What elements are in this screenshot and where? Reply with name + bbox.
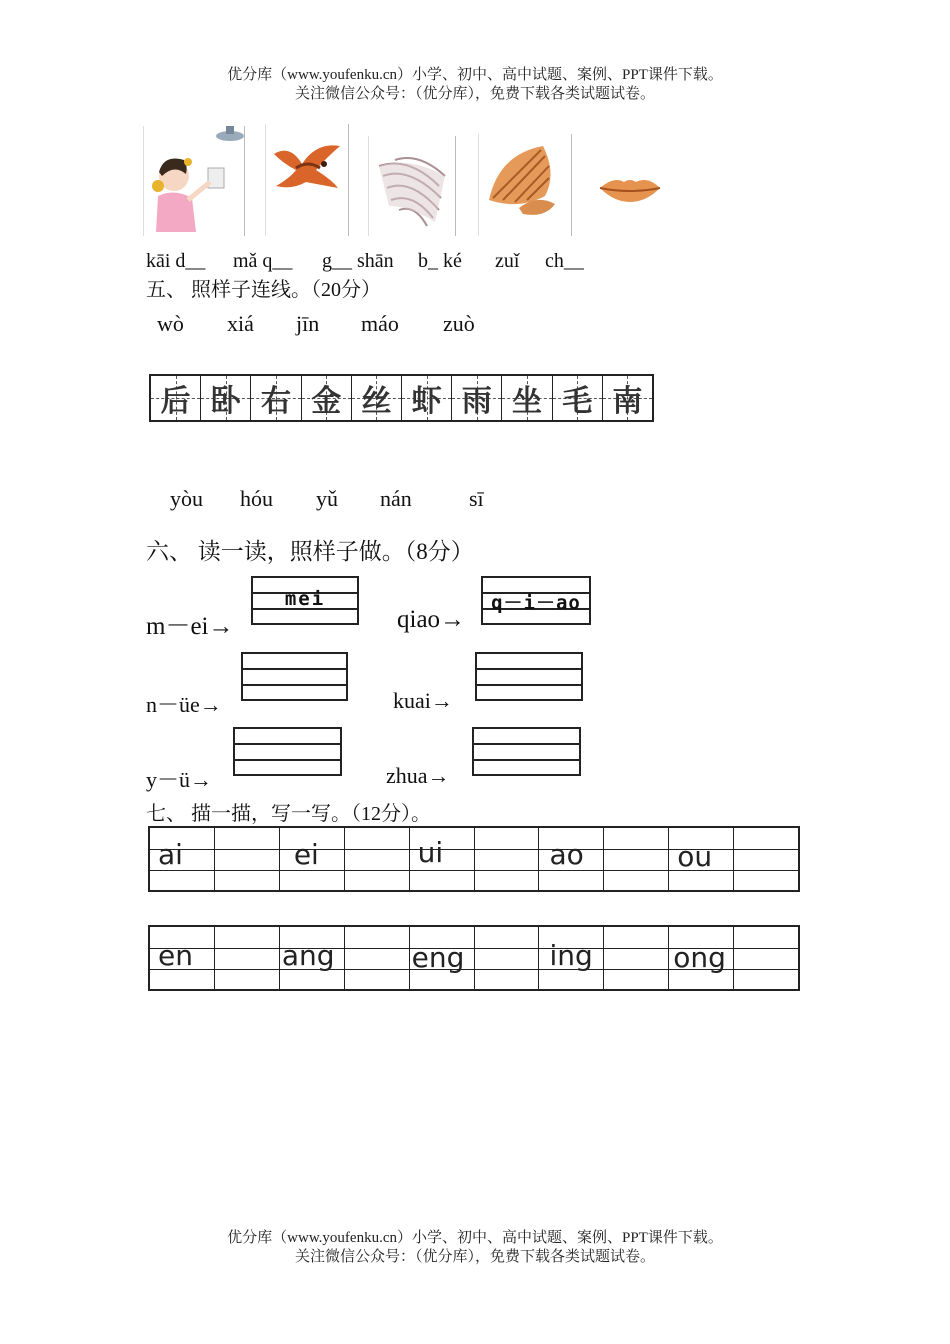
answer-text: q－i－ao bbox=[491, 592, 581, 614]
pinyin-sample: en bbox=[158, 939, 193, 972]
spelling-prompt: kuai→ bbox=[393, 688, 453, 713]
pinyin-sample: ai bbox=[158, 838, 183, 871]
char-cell[interactable]: 毛 bbox=[553, 376, 603, 420]
lips-icon bbox=[596, 140, 664, 236]
pinyin-item: sī bbox=[469, 486, 484, 511]
char-cell[interactable]: 雨 bbox=[452, 376, 502, 420]
writing-cell[interactable] bbox=[475, 927, 540, 989]
writing-cell[interactable] bbox=[475, 828, 540, 890]
char-cell[interactable]: 丝 bbox=[352, 376, 402, 420]
fill-item: kāi d__ bbox=[146, 250, 206, 272]
writing-cell[interactable] bbox=[410, 828, 475, 890]
spelling-prompt: n－üe→ bbox=[146, 692, 222, 717]
char-cell[interactable]: 后 bbox=[151, 376, 201, 420]
pinyin-item: máo bbox=[361, 311, 399, 336]
shell-icon bbox=[478, 134, 572, 236]
fill-item: zuǐ bbox=[495, 250, 520, 272]
fill-item: g__ shān bbox=[322, 250, 394, 272]
pinyin-item: yǔ bbox=[316, 486, 338, 511]
pinyin-sample: ui bbox=[417, 836, 444, 869]
writing-cell[interactable] bbox=[215, 828, 280, 890]
writing-cell[interactable] bbox=[280, 927, 345, 989]
writing-cell[interactable] bbox=[604, 828, 669, 890]
pinyin-sample: ou bbox=[677, 840, 713, 873]
writing-cell[interactable] bbox=[734, 927, 798, 989]
writing-cell[interactable] bbox=[604, 927, 669, 989]
footer-line-1: 优分库（www.youfenku.cn）小学、初中、高中试题、案例、PPT课件下载。 bbox=[227, 1230, 723, 1246]
section5-title: 五、 照样子连线。（20分） bbox=[146, 279, 381, 301]
pinyin-item: wò bbox=[157, 311, 184, 336]
writing-cell[interactable] bbox=[410, 927, 475, 989]
header-line-2: 关注微信公众号：（优分库），免费下载各类试题试卷。 bbox=[294, 86, 655, 102]
pinyin-sample: ing bbox=[549, 939, 593, 972]
section6-title: 六、 读一读，照样子做。（8分） bbox=[146, 539, 474, 564]
spelling-prompt: m－ei→ bbox=[146, 613, 234, 640]
writing-cell[interactable] bbox=[215, 927, 280, 989]
four-line-box[interactable] bbox=[251, 576, 359, 625]
four-line-box[interactable] bbox=[241, 652, 348, 701]
writing-cell[interactable] bbox=[734, 828, 798, 890]
footer-line-2: 关注微信公众号：（优分库），免费下载各类试题试卷。 bbox=[294, 1249, 655, 1265]
spelling-prompt: qiao→ bbox=[397, 606, 466, 633]
four-line-box[interactable] bbox=[472, 727, 581, 776]
pinyin-sample: ei bbox=[293, 838, 319, 871]
writing-cell[interactable] bbox=[150, 927, 215, 989]
pinyin-item: hóu bbox=[240, 486, 273, 511]
four-line-box[interactable] bbox=[475, 652, 583, 701]
page-header bbox=[0, 66, 950, 104]
four-line-box[interactable] bbox=[481, 576, 591, 625]
answer-text: mei bbox=[284, 588, 326, 610]
writing-cell[interactable] bbox=[345, 828, 410, 890]
fill-item: mǎ q__ bbox=[233, 250, 293, 272]
writing-cell[interactable] bbox=[669, 828, 734, 890]
fill-item: ch__ bbox=[545, 250, 584, 272]
girl-switching-on-light-icon bbox=[143, 126, 245, 236]
writing-cell[interactable] bbox=[539, 927, 604, 989]
char-cell[interactable]: 右 bbox=[251, 376, 301, 420]
writing-cell[interactable] bbox=[669, 927, 734, 989]
char-cell[interactable]: 金 bbox=[302, 376, 352, 420]
writing-cell[interactable] bbox=[280, 828, 345, 890]
char-cell[interactable]: 南 bbox=[603, 376, 652, 420]
flying-bird-icon bbox=[265, 124, 349, 236]
pinyin-item: jīn bbox=[296, 311, 320, 336]
fill-item: b_ ké bbox=[418, 250, 462, 272]
pinyin-sample: ong bbox=[673, 941, 726, 974]
pinyin-item: zuò bbox=[443, 311, 475, 336]
char-cell[interactable]: 虾 bbox=[402, 376, 452, 420]
section7-title: 七、 描一描，写一写。（12分）。 bbox=[146, 803, 431, 825]
char-cell[interactable]: 坐 bbox=[502, 376, 552, 420]
pinyin-item: xiá bbox=[227, 311, 254, 336]
page-footer bbox=[0, 1229, 950, 1267]
writing-grid-row-1 bbox=[148, 826, 800, 892]
four-line-box[interactable] bbox=[233, 727, 342, 776]
spelling-prompt: zhua→ bbox=[386, 763, 450, 788]
writing-grid-row-2 bbox=[148, 925, 800, 991]
header-line-1: 优分库（www.youfenku.cn）小学、初中、高中试题、案例、PPT课件下载。 bbox=[227, 67, 723, 83]
spelling-prompt: y－ü→ bbox=[146, 767, 213, 792]
pinyin-item: yòu bbox=[170, 486, 203, 511]
feather-hair-icon bbox=[368, 136, 456, 236]
writing-cell[interactable] bbox=[150, 828, 215, 890]
pinyin-sample: eng bbox=[411, 941, 465, 974]
writing-cell[interactable] bbox=[345, 927, 410, 989]
pinyin-sample: ang bbox=[281, 939, 335, 972]
character-grid bbox=[149, 374, 654, 422]
pinyin-item: nán bbox=[380, 486, 412, 511]
char-cell[interactable]: 卧 bbox=[201, 376, 251, 420]
pinyin-sample: ao bbox=[549, 838, 584, 871]
writing-cell[interactable] bbox=[539, 828, 604, 890]
